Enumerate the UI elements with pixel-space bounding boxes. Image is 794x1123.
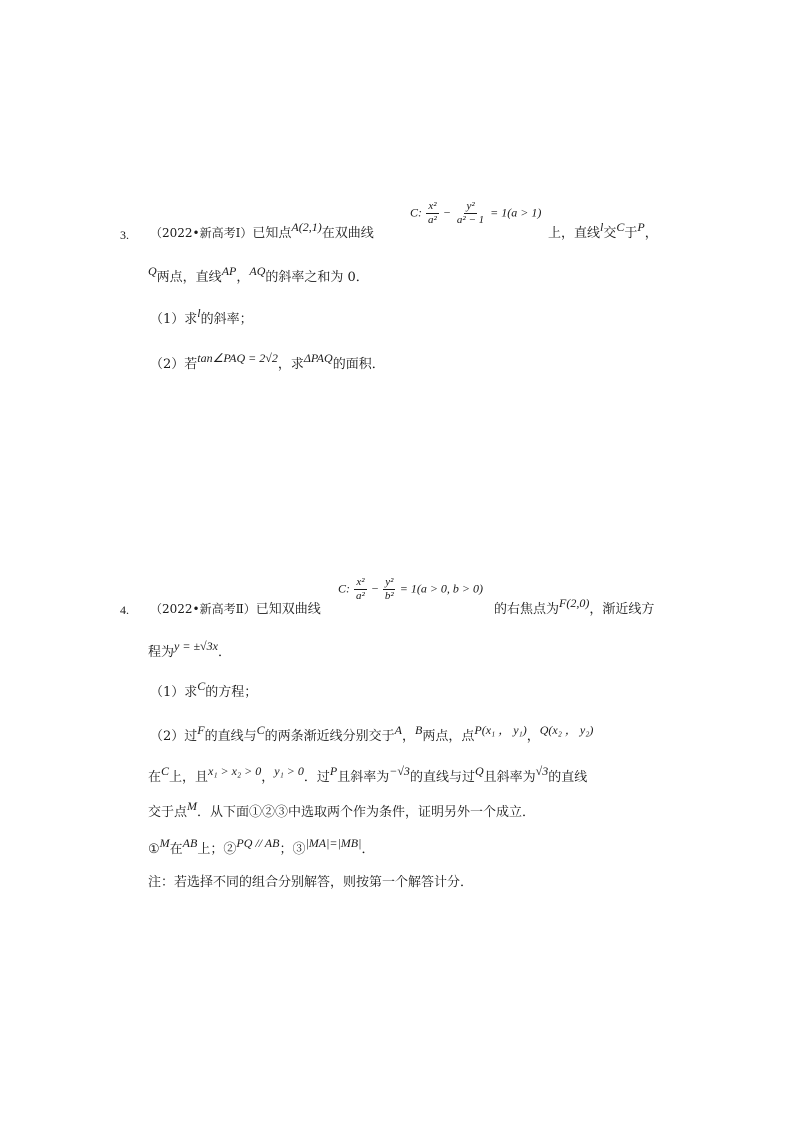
q4-p3-c: ， [261,770,275,785]
q4-minus: − [370,581,379,596]
q3-frac1-num: x² [428,200,437,212]
q3-hyperbola-equation [410,200,541,227]
q4-p2-Q: Q(x₂ ， y₂) [539,723,594,737]
q3-t1: 已知点 [252,226,292,241]
q4-c1-AB: AB [182,836,198,850]
q3-t2: 在双曲线 [321,226,374,241]
q4-p2-c-text: 的两条渐近线分别交于 [264,729,395,744]
q3-line2 [148,264,369,287]
q3-part1-label: （1）求 [150,312,198,327]
q4-p2-b: 的直线与 [204,729,257,744]
q4-c3-b: ． [361,842,375,857]
q4-p3-Q: Q [474,764,484,778]
q4-line1-tail [494,596,655,619]
q4-part1-c: C [197,679,206,693]
q4-p3-e: 且斜率为 [337,770,390,785]
q4-frac1 [354,576,367,603]
q3-line1-tail [548,220,658,243]
q4-frac1-den: a² [356,590,365,602]
q4-c1: ① [148,842,160,857]
q4-focus: F(2,0) [559,596,590,610]
q4-p3-h: 的直线 [548,770,588,785]
q4-asymptote: y = ±√3x [174,639,218,653]
q3-frac1-den: a² [428,214,437,226]
q4-t5: ． [217,645,231,660]
q4-frac2-den: b² [384,590,394,602]
q4-p2-A: A [394,723,403,737]
q4-p3-a: 在 [148,770,162,785]
q3-curve-suffix: = 1(a > 1) [490,205,542,220]
q4-note: 注：若选择不同的组合分别解答，则按第一个解答计分． [148,875,474,890]
q4-p2-P: P(x₁ ， y₁) [474,723,527,737]
q4-p3-neg: −√3 [389,764,410,778]
q4-p3-g: 且斜率为 [483,770,536,785]
q4-p2-a: （2）过 [150,729,198,744]
q3-ap: AP [221,264,237,278]
q4-p2-B: B [415,723,423,737]
q4-source: （2022•新高考Ⅱ） [150,602,256,616]
q3-t3: 上，直线 [548,226,601,241]
q3-part1 [150,306,253,329]
q4-p2-comma: ， [402,729,416,744]
q4-t3: ，渐近线方 [589,602,655,617]
q4-p2-c: C [256,723,265,737]
q4-p2-f: F [197,723,205,737]
q3-t5: 于 [624,226,638,241]
q4-c2-b: ；③ [279,842,306,857]
q4-t2: 的右焦点为 [494,602,560,617]
q4-part2-line1 [150,723,594,746]
q3-l: l [600,220,604,234]
q4-frac2 [383,576,396,603]
q4-curve-prefix: C: [338,581,350,596]
q4-line1 [150,600,321,619]
q4-p4-b: ．从下面①②③中选取两个作为条件，证明另外一个成立． [197,805,536,820]
q4-c1-b: 上；② [197,842,237,857]
q3-aq: AQ [249,264,266,278]
q3-source: （2022•新高考Ⅰ） [150,226,253,240]
q3-p: P [637,220,645,234]
q3-part2-tri: ΔPAQ [303,351,333,365]
q3-t7: 的斜率之和为 0． [265,270,369,285]
q3-part2-label: （2）若 [150,357,198,372]
q3-part2-tan: tan∠PAQ = 2√2 [197,351,278,365]
q3-curve-prefix: C: [410,205,422,220]
q3-comma2: ， [236,270,250,285]
q4-part2-line2 [148,764,588,787]
q4-p3-C: C [161,764,170,778]
q4-c1-a: 在 [169,842,183,857]
q4-p2-e: ， [526,729,540,744]
q3-c: C [616,220,625,234]
q4-p4-M: M [187,799,198,813]
q4-p3-P: P [329,764,338,778]
q4-p2-d: 两点，点 [422,729,475,744]
q4-p3-ineq: x₁ > x₂ > 0 [208,764,262,778]
q3-minus: − [442,205,451,220]
q4-hyperbola-equation [338,576,483,603]
q4-conditions [148,836,375,859]
q3-part2-mid: ，求 [277,357,304,372]
q4-p3-d: ．过 [303,770,330,785]
q3-frac1 [426,200,439,227]
q3-frac2-num: y² [466,200,475,212]
q4-part2-line3 [148,799,536,822]
q3-frac2-den: a² − 1 [456,214,485,226]
q3-line1 [150,220,374,243]
q3-part2 [150,351,385,374]
q3-number: 3. [120,228,129,242]
q3-point-a: A(2,1) [291,220,322,234]
q3-part1-text: 的斜率； [200,312,253,327]
q4-p3-f: 的直线与过 [409,770,475,785]
q3-comma: ， [644,226,658,241]
q4-part1 [150,679,258,702]
q4-part1-label: （1）求 [150,685,198,700]
q4-number: 4. [120,603,129,617]
q4-line2 [148,639,231,662]
q3-part1-l: l [197,306,201,320]
q4-t1: 已知双曲线 [255,602,321,617]
q4-c1-M: M [159,836,170,850]
q4-t4: 程为 [148,645,175,660]
q4-part1-text: 的方程； [205,685,258,700]
q3-part2-end: 的面积． [332,357,385,372]
q4-p3-pos: √3 [535,764,549,778]
q4-p3-b: 上，且 [169,770,209,785]
q3-q: Q [148,264,157,278]
q4-p4-a: 交于点 [148,805,188,820]
q3-t6: 两点，直线 [156,270,222,285]
q4-frac2-num: y² [385,576,394,588]
q3-frac2 [455,200,486,227]
q4-c2: PQ // AB [236,836,280,850]
q3-t4: 交 [603,226,617,241]
q4-c3: |MA|=|MB| [305,836,362,850]
q4-curve-suffix: = 1(a > 0, b > 0) [399,581,484,596]
q4-p3-y: y₁ > 0 [274,764,304,778]
q4-frac1-num: x² [356,576,365,588]
